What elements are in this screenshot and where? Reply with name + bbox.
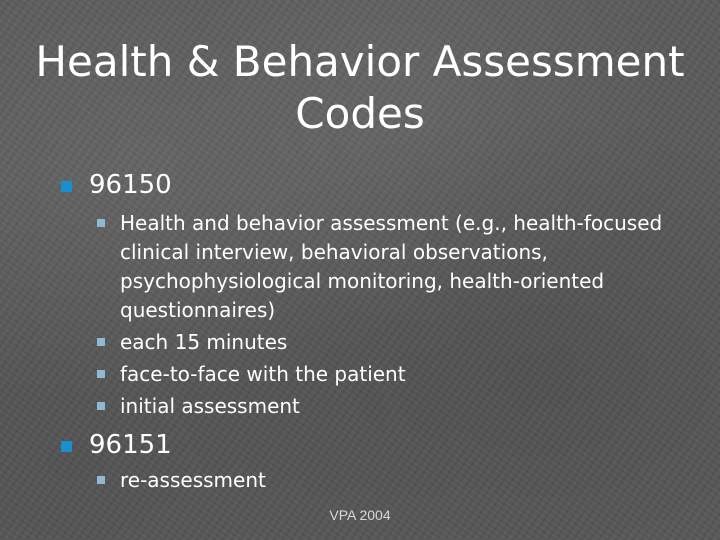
slide-content [60,168,680,496]
sub-bullet-item [60,326,680,358]
square-bullet-icon [61,441,72,452]
sub-bullet-item [60,464,680,496]
sub-bullet-item [60,390,680,422]
small-square-bullet-icon [97,219,105,227]
sub-bullet-item [60,358,680,390]
sub-bullet-label: re-assessment [120,468,266,492]
slide-footer: VPA 2004 [329,507,391,523]
small-square-bullet-icon [97,370,105,378]
sub-bullet-label: initial assessment [120,394,300,418]
sub-bullet-item [60,206,680,326]
sub-bullet-label: Health and behavior assessment (e.g., health-focused clinical interview, behavioral observations, psychophysiological monitoring, health-oriented questionnaires) [120,211,663,322]
sub-bullet-label: each 15 minutes [120,330,288,354]
bullet-item-96151 [60,428,680,462]
small-square-bullet-icon [97,338,105,346]
bullet-label: 96151 [89,430,172,460]
bullet-label: 96150 [89,170,172,200]
slide-title: Health & Behavior Assessment Codes [35,37,685,138]
square-bullet-icon [61,181,72,192]
small-square-bullet-icon [97,402,105,410]
sub-bullet-label: face-to-face with the patient [120,362,406,386]
small-square-bullet-icon [97,476,105,484]
bullet-item-96150 [60,168,680,202]
